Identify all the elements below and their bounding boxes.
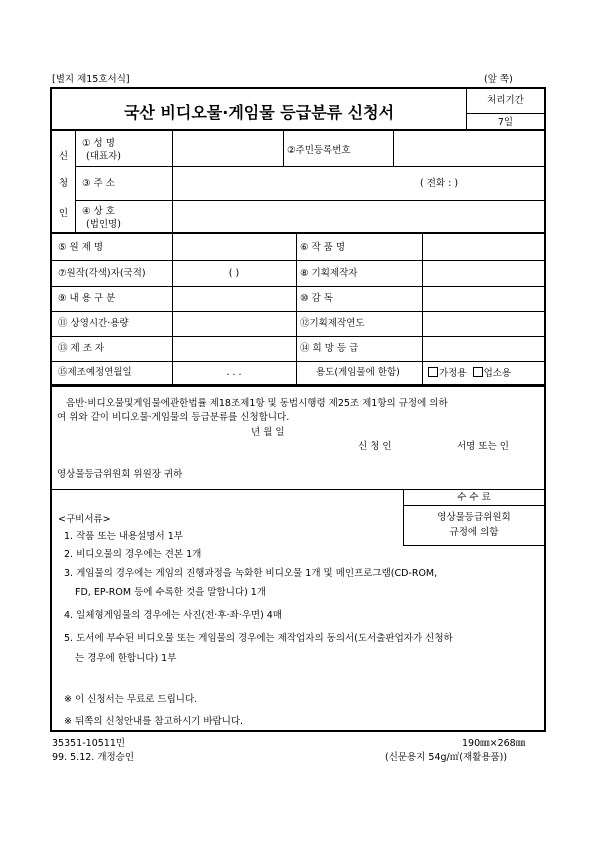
home-use-checkbox[interactable] [428, 367, 438, 377]
form-title: 국산 비디오물·게임물 등급분류 신청서 [123, 103, 395, 122]
manufacturer-label: ⑬ 제 조 자 [58, 343, 105, 354]
applicant-char-3: 인 [58, 208, 69, 219]
doc-item-2: 2. 비디오물의 경우에는 견본 1개 [64, 549, 202, 560]
name-field[interactable] [174, 132, 282, 165]
usage-options [428, 367, 511, 380]
applicant-char-1: 신 [58, 151, 69, 162]
doc-item-3-cont: FD, EP-ROM 등에 수록한 것을 말합니다) 1개 [75, 587, 267, 598]
firm-field[interactable] [174, 201, 544, 231]
producer-label: ⑧ 기획제작자 [300, 268, 358, 279]
content-type-label: ⑨ 내 용 구 분 [58, 293, 116, 304]
note-free: ※ 이 신청서는 무료로 드립니다. [64, 694, 198, 705]
phone-field[interactable]: ( 전화 : ) [420, 178, 459, 189]
address-field[interactable] [174, 167, 414, 199]
nationality-field[interactable]: ( ) [228, 268, 240, 279]
doc-item-5: 5. 도서에 부수된 비디오물 또는 게임물의 경우에는 제작업자의 동의서(도서출판업자가 신청하 [64, 633, 453, 644]
desired-rating-label: ⑭ 희 망 등 급 [300, 343, 359, 354]
home-use-label: 가정용 [439, 368, 467, 379]
applicant-char-2: 청 [58, 178, 69, 189]
director-field[interactable] [424, 287, 544, 310]
content-type-field[interactable] [174, 287, 294, 310]
manufacture-date-label: ⑮제조예정연월일 [58, 367, 132, 378]
fee-line-2: 규정에 의함 [449, 527, 499, 538]
original-author-label: ⑦원작(각색)자(국적) [58, 268, 146, 279]
name-label: ① 성 명 [82, 138, 115, 149]
production-year-field[interactable] [424, 312, 544, 335]
doc-item-5-cont: 는 경우에 한합니다) 1부 [75, 653, 177, 664]
director-label: ⑩ 감 독 [300, 293, 333, 304]
paper-type: (신문용지 54g/㎡(재활용품)) [385, 752, 508, 763]
declaration-date[interactable]: 년 월 일 [251, 427, 285, 438]
usage-label: 용도(게임물에 한함) [316, 367, 400, 378]
required-docs-title: <구비서류> [58, 514, 111, 525]
footer-approval: 99. 5.12. 개정승인 [52, 752, 135, 763]
doc-item-3: 3. 게임물의 경우에는 게임의 진행과정을 녹화한 비디오물 1개 및 메인프로그램(CD-ROM, [64, 568, 438, 579]
processing-period-label: 처리기간 [487, 95, 524, 106]
production-year-label: ⑫기획제작연도 [300, 318, 365, 329]
declaration-line-2: 여 위와 같이 비디오물·게임물의 등급분류를 신청합니다. [57, 412, 290, 423]
firm-sub-label: (법인명) [86, 219, 121, 230]
firm-label: ④ 상 호 [82, 206, 115, 217]
original-title-field[interactable] [174, 235, 294, 259]
resident-id-field[interactable] [395, 132, 543, 165]
addressee: 영상물등급위원회 위원장 귀하 [57, 469, 183, 480]
footer-code: 35351-10511민 [52, 738, 126, 749]
manufacturer-field[interactable] [174, 337, 294, 360]
name-sub-label: (대표자) [86, 151, 121, 162]
producer-field[interactable] [424, 261, 544, 285]
note-guide: ※ 뒤쪽의 신청안내를 참고하시기 바랍니다. [64, 716, 244, 727]
fee-header: 수 수 료 [457, 492, 491, 503]
resident-id-label: ②주민등록번호 [287, 145, 351, 156]
doc-item-1: 1. 작품 또는 내용설명서 1부 [64, 531, 183, 542]
fee-line-1: 영상물등급위원회 [437, 512, 511, 523]
page-side: (앞 쪽) [484, 74, 513, 85]
doc-item-4: 4. 일체형게임물의 경우에는 사진(전·후·좌·우면) 4매 [64, 610, 283, 621]
manufacture-date-field[interactable]: . . . [226, 367, 242, 378]
arcade-use-label: 업소용 [483, 368, 512, 379]
address-label: ③ 주 소 [82, 178, 115, 189]
signature-or-seal[interactable]: 서명 또는 인 [457, 441, 509, 452]
runtime-field[interactable] [174, 312, 294, 335]
processing-period-value: 7일 [497, 117, 514, 128]
runtime-label: ⑪ 상영시간·용량 [58, 318, 129, 329]
form-number: [별지 제15호서식] [52, 74, 130, 85]
declaration-line-1: 음반·비디오물및게임물에관한법률 제18조제1항 및 동법시행령 제25조 제1항의 규정에 의하 [66, 398, 448, 409]
work-title-label: ⑥ 작 품 명 [300, 242, 346, 253]
original-title-label: ⑤ 원 제 명 [58, 242, 104, 253]
desired-rating-field[interactable] [424, 337, 544, 360]
paper-size: 190㎜×268㎜ [462, 738, 526, 749]
arcade-use-checkbox[interactable] [473, 367, 483, 377]
applicant-sign-label: 신 청 인 [358, 441, 392, 452]
work-title-field[interactable] [424, 235, 544, 259]
